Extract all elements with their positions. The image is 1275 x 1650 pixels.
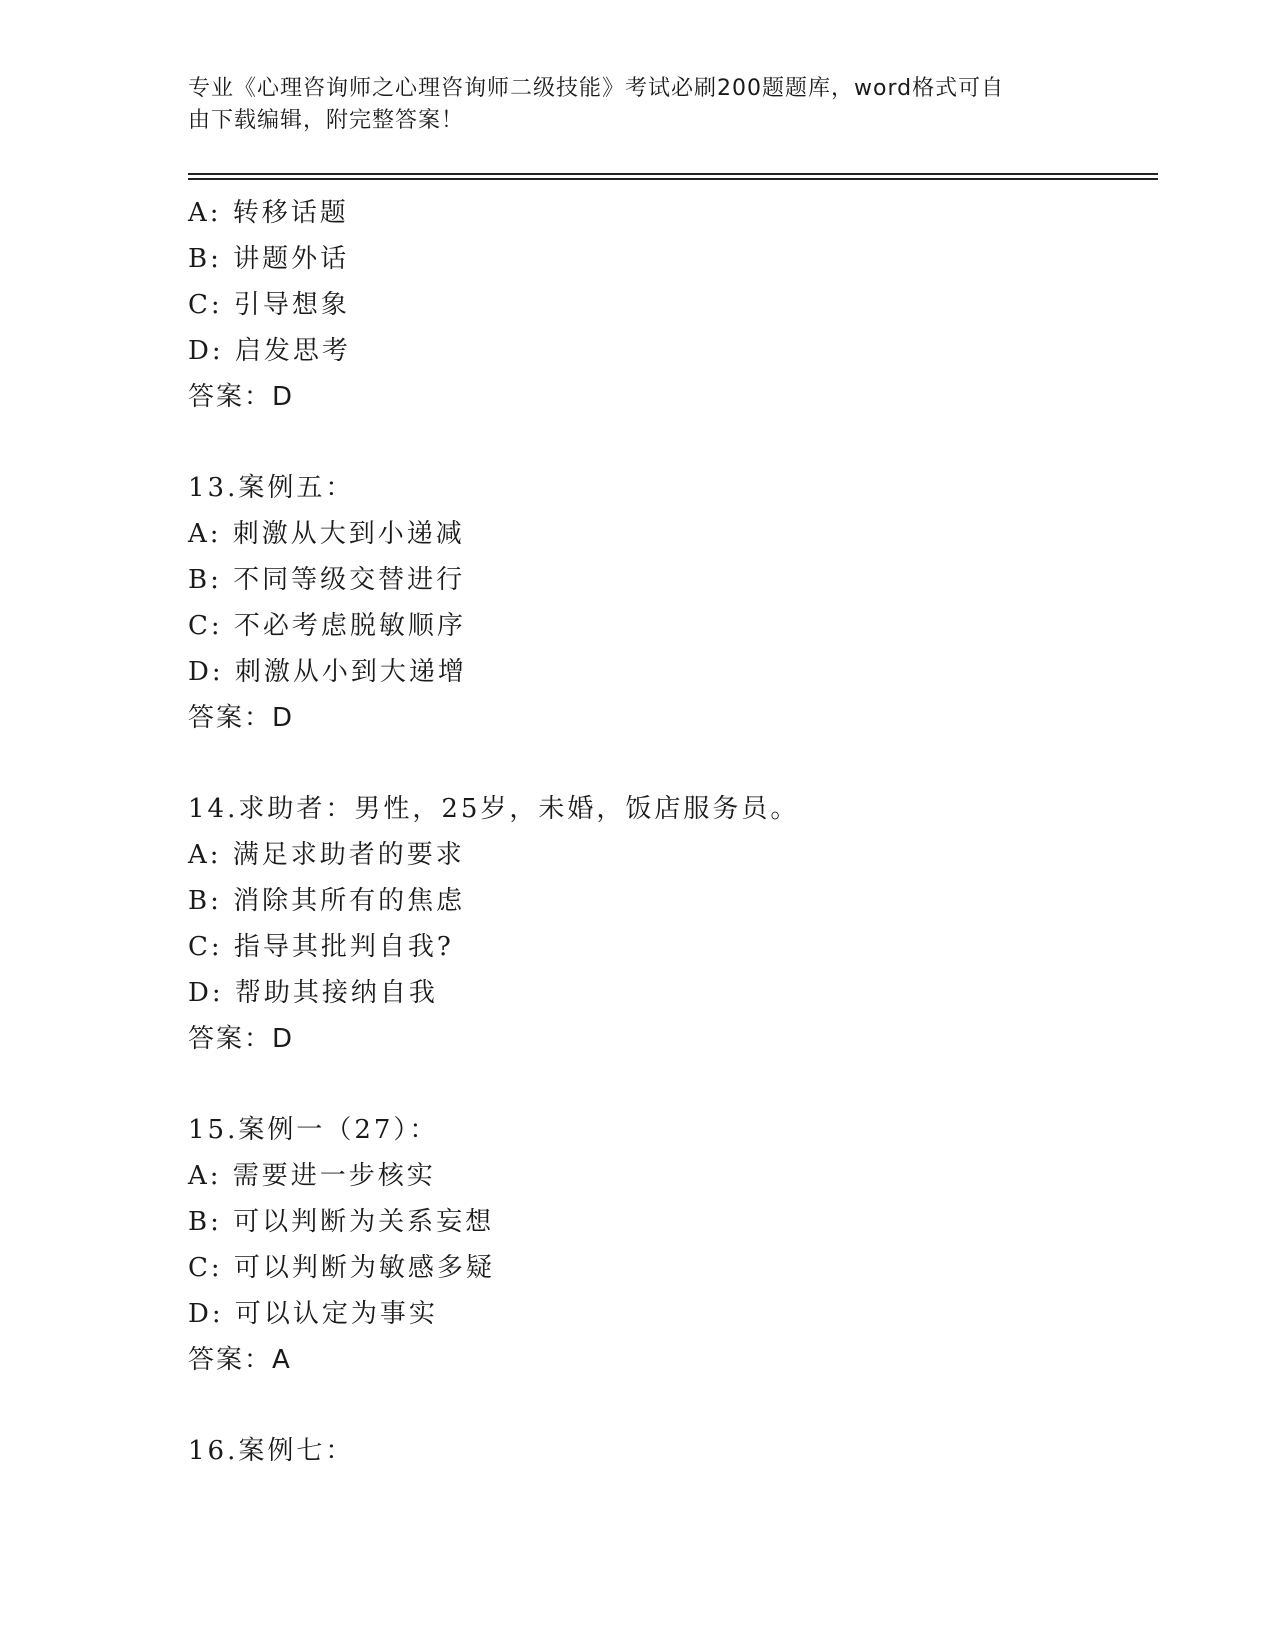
question-list (188, 190, 1158, 1474)
question-16 (188, 1428, 1158, 1474)
header-rule-bottom (188, 178, 1158, 180)
option-c: C: 不必考虑脱敏顺序 (188, 611, 466, 641)
option-b: B: 讲题外话 (188, 244, 350, 274)
option-a: A: 满足求助者的要求 (188, 840, 465, 870)
question-stem: 16.案例七： (188, 1436, 355, 1466)
header-rule-top (188, 173, 1158, 175)
option-b: B: 消除其所有的焦虑 (188, 886, 466, 916)
question-13 (188, 465, 1158, 741)
document-header (188, 73, 1068, 137)
header-line-1: 专业《心理咨询师之心理咨询师二级技能》考试必刷200题题库，word格式可自 (188, 76, 1005, 101)
option-d: D: 可以认定为事实 (188, 1299, 438, 1329)
option-a: A: 转移话题 (188, 198, 349, 228)
option-d: D: 启发思考 (188, 336, 351, 366)
option-c: C: 可以判断为敏感多疑 (188, 1253, 495, 1283)
question-12 (188, 190, 1158, 420)
question-14 (188, 786, 1158, 1062)
question-stem: 14.求助者：男性，25岁，未婚，饭店服务员。 (188, 794, 800, 824)
question-stem: 15.案例一（27）： (188, 1115, 439, 1145)
option-c: C: 引导想象 (188, 290, 350, 320)
answer-line: 答案：D (188, 703, 295, 733)
option-a: A: 需要进一步核实 (188, 1161, 436, 1191)
question-stem: 13.案例五： (188, 473, 355, 503)
option-d: D: 帮助其接纳自我 (188, 978, 438, 1008)
question-15 (188, 1107, 1158, 1383)
option-b: B: 不同等级交替进行 (188, 565, 466, 595)
header-line-2: 由下载编辑，附完整答案！ (188, 108, 465, 133)
option-c: C: 指导其批判自我? (188, 932, 454, 962)
option-a: A: 刺激从大到小递减 (188, 519, 465, 549)
answer-line: 答案：D (188, 1024, 295, 1054)
option-d: D: 刺激从小到大递增 (188, 657, 467, 687)
answer-line: 答案：D (188, 382, 295, 412)
option-b: B: 可以判断为关系妄想 (188, 1207, 495, 1237)
answer-line: 答案：A (188, 1345, 292, 1375)
